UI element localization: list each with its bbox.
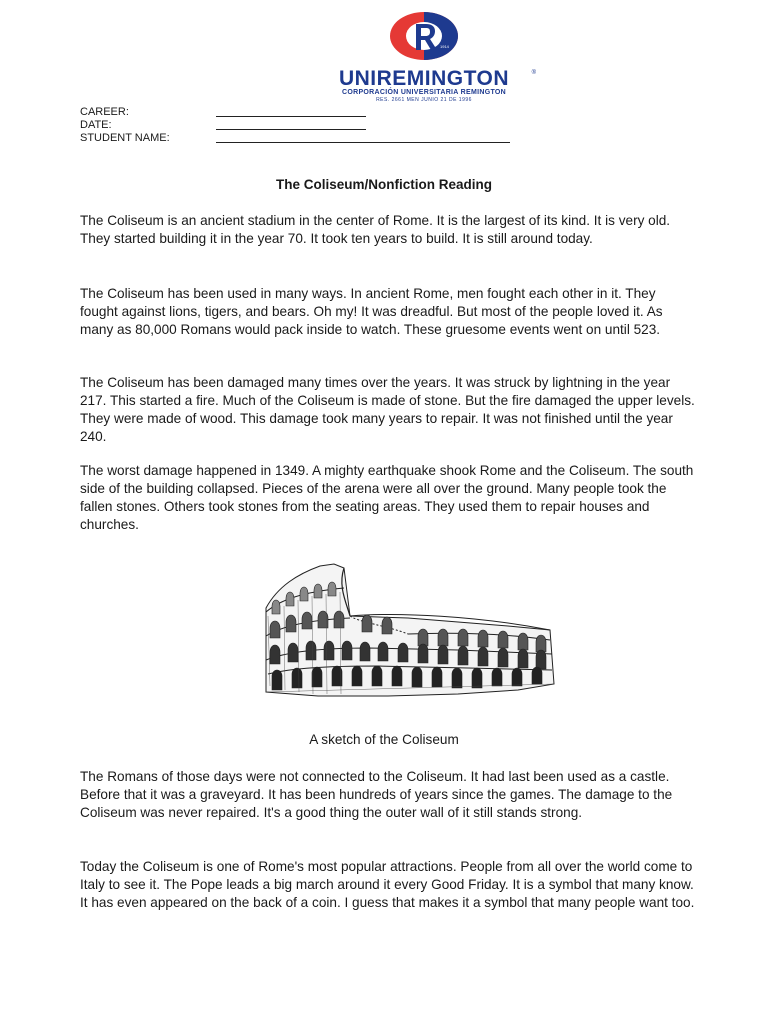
date-field (80, 119, 540, 132)
logo-resolution: RES. 2661 MEN JUNIO 21 DE 1996 (376, 97, 472, 103)
student-info-fields (80, 106, 540, 145)
paragraph: The Coliseum has been damaged many times over the years. It was struck by lightning in the year 217. This started a fire. Much of the Coliseum is made of stone. But the fire damaged the upper levels. They were made of wood. This damage took many years to repair. It was not finished until the year 240. (80, 375, 695, 444)
coliseum-sketch-image (258, 556, 558, 706)
paragraph: Today the Coliseum is one of Rome's most popular attractions. People from all over the world come to Italy to see it. The Pope leads a big march around it every Good Friday. It is a symbol that many know. It has even appeared on the back of a coin. I guess that makes it a symbol that many people want too. (80, 859, 695, 910)
date-blank-line[interactable] (216, 129, 366, 130)
paragraph: The Romans of those days were not connected to the Coliseum. It had last been used as a castle. Before that it was a graveyard. It has been hundreds of years since the games. The damage to the Coliseum was never repaired. It's a good thing the outer wall of it still stands strong. (80, 769, 673, 820)
paragraph: The worst damage happened in 1349. A mighty earthquake shook Rome and the Coliseum. The south side of the building collapsed. Pieces of the arena were all over the ground. Many people took the fallen stones. Others took stones from the seating areas. They used them to repair houses and churches. (80, 463, 694, 532)
page-title: The Coliseum/Nonfiction Reading (275, 177, 492, 192)
career-field (80, 106, 540, 119)
student-name-field (80, 132, 540, 145)
logo-year: 1914 (440, 44, 449, 49)
paragraph: The Coliseum is an ancient stadium in the center of Rome. It is the largest of its kind. It is very old. They started building it in the year 70. It took ten years to build. It is still around today. (80, 213, 671, 246)
image-caption: A sketch of the Coliseum (309, 732, 459, 747)
student-name-blank-line[interactable] (216, 142, 510, 143)
logo-name: UNIREMINGTON (338, 67, 510, 90)
logo-emblem-icon (388, 10, 460, 68)
logo-subtitle: CORPORACIÓN UNIVERSITARIA REMINGTON (342, 89, 506, 96)
student-name-label: STUDENT NAME: (80, 132, 170, 144)
date-label: DATE: (80, 119, 112, 131)
career-blank-line[interactable] (216, 116, 366, 117)
uniremington-logo (308, 10, 540, 103)
career-label: CAREER: (80, 106, 129, 118)
paragraph: The Coliseum has been used in many ways. In ancient Rome, men fought each other in it. They fought against lions, tigers, and bears. Oh my! It was dreadful. But most of the people loved it. As many as 80,000 Romans would pack inside to watch. These gruesome events went on until 523. (80, 286, 663, 337)
logo-trademark: ® (531, 70, 536, 76)
